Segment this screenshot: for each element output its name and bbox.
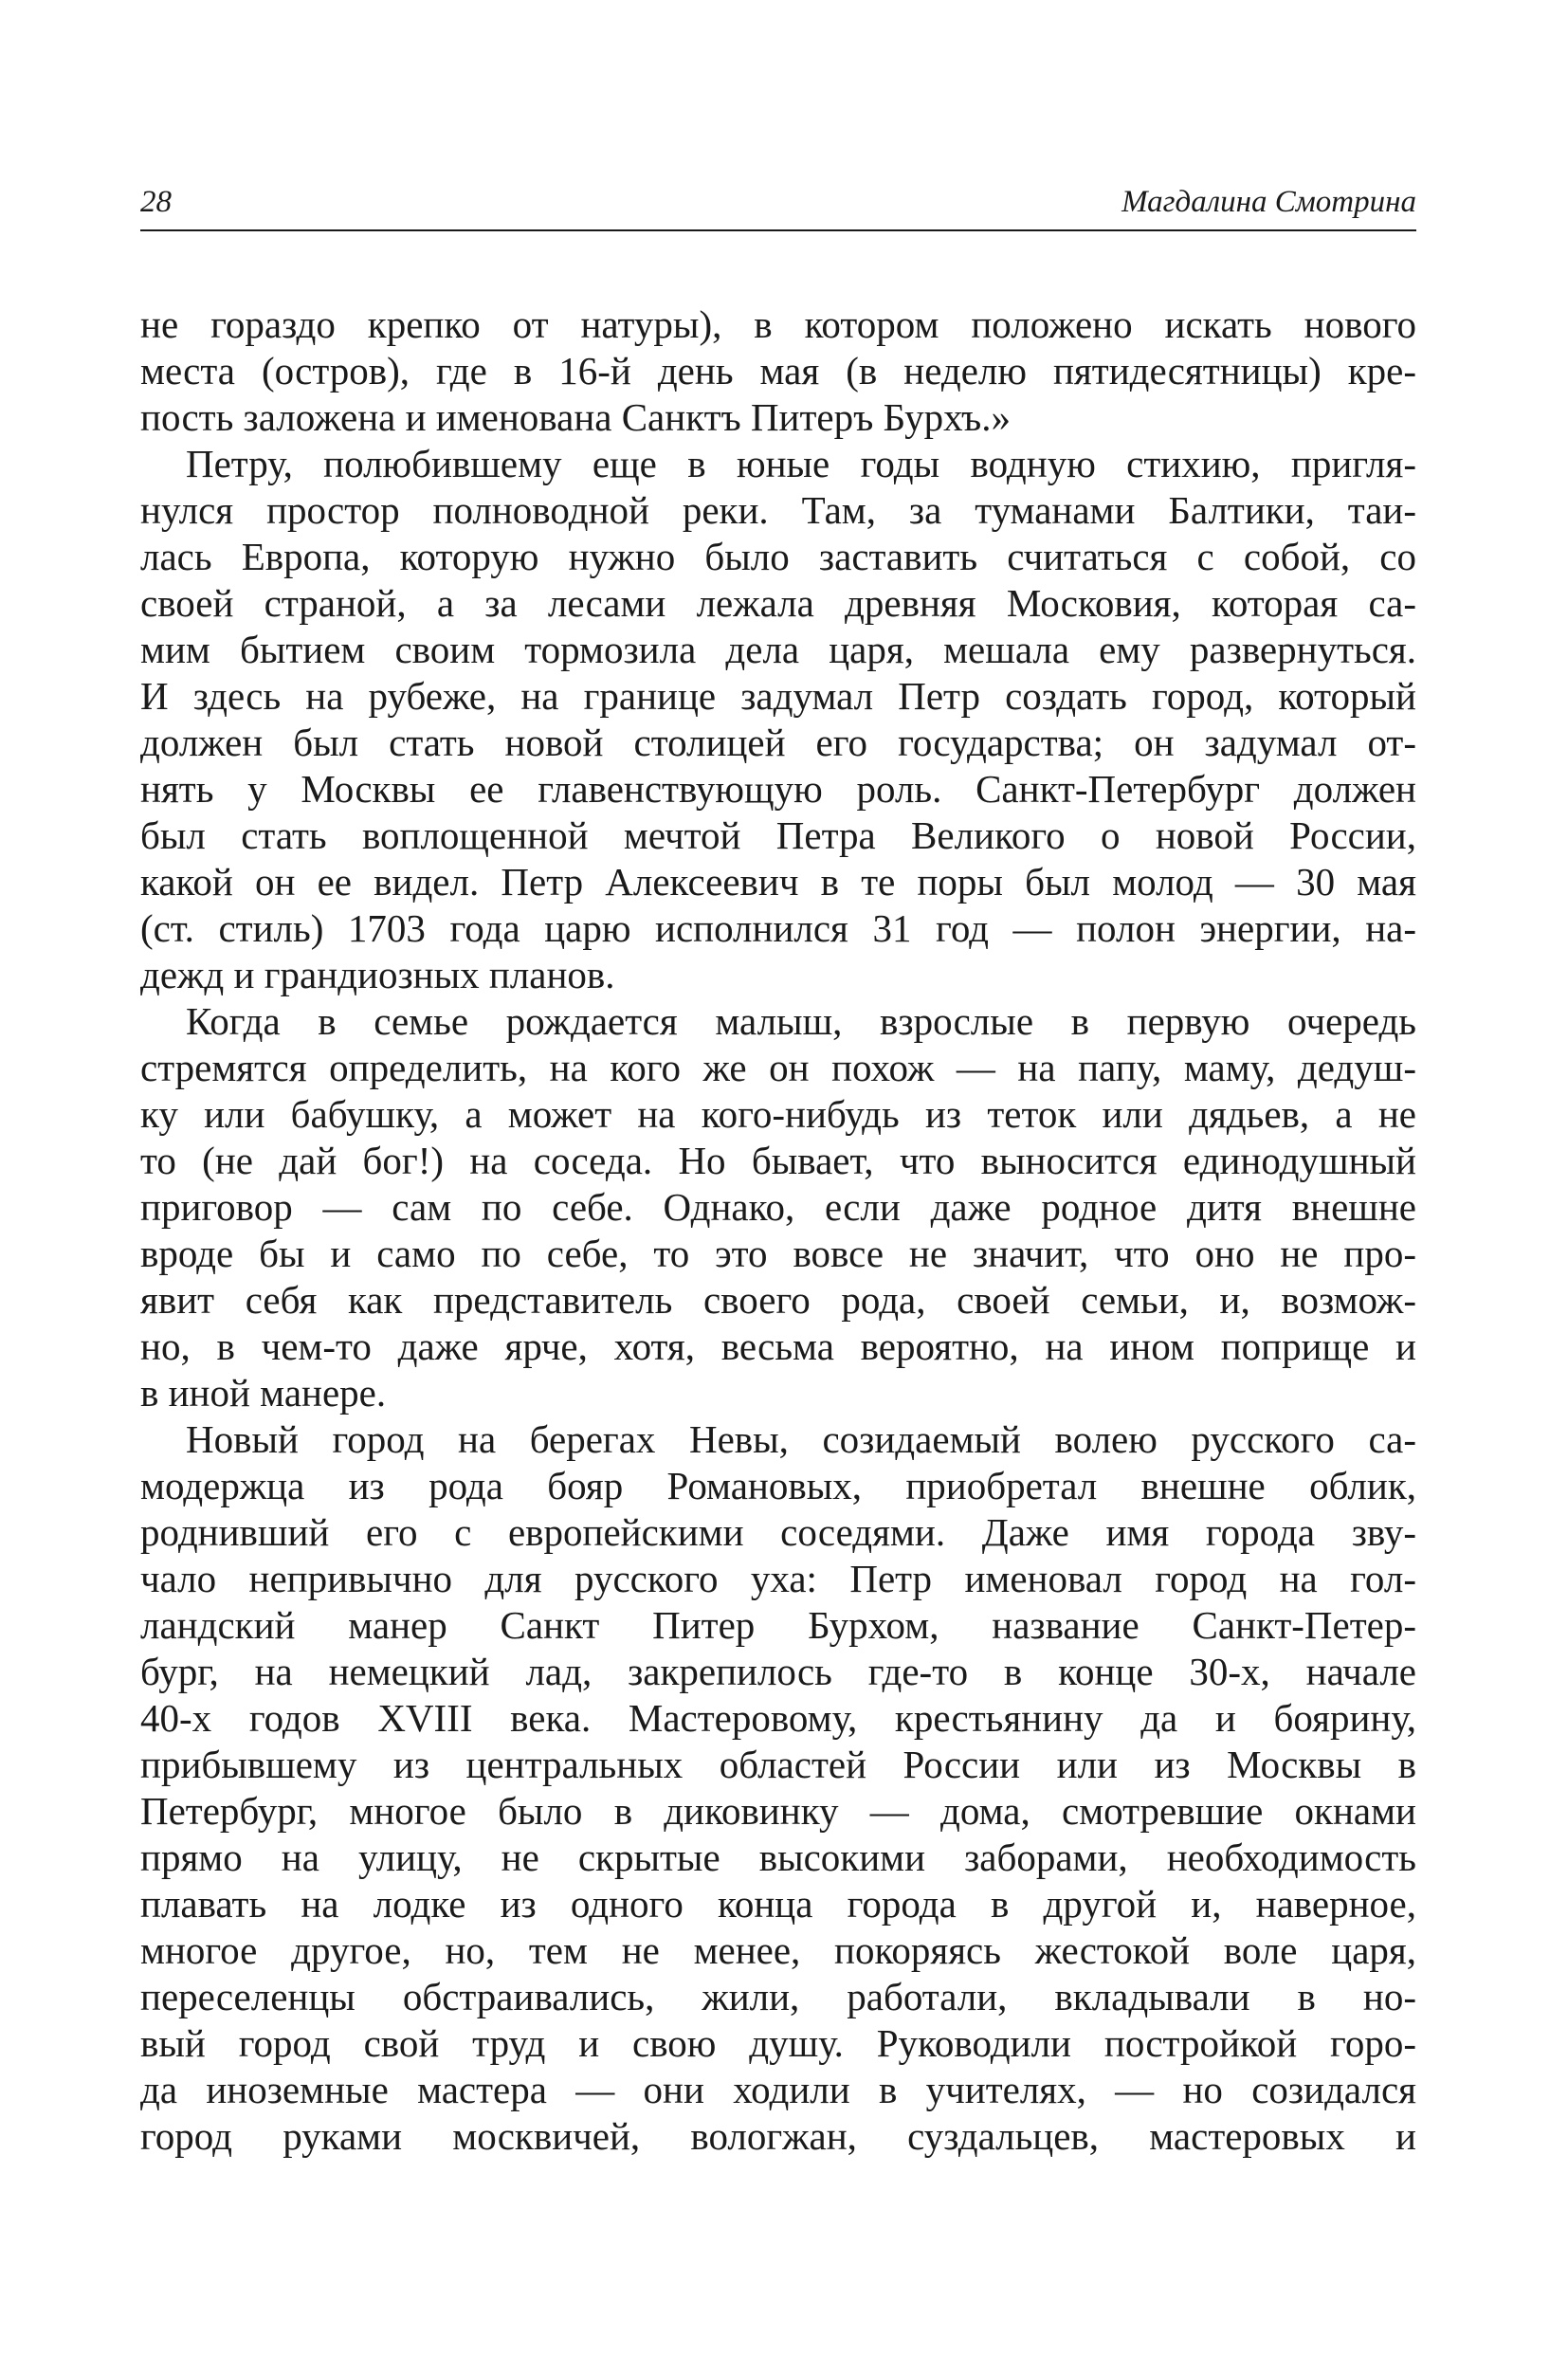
text-line: должен был стать новой столицей его государства; он задумал от-	[140, 721, 1416, 764]
text-line: Когда в семье рождается малыш, взрослые в первую очередь	[186, 999, 1416, 1043]
text-line: модержца из рода бояр Романовых, приобретал внешне облик,	[140, 1464, 1416, 1507]
text-line: нулся простор полноводной реки. Там, за туманами Балтики, таи-	[140, 488, 1416, 532]
text-line: лась Европа, которую нужно было заставить считаться с собой, со	[140, 535, 1416, 578]
text-line: явит себя как представитель своего рода, своей семьи, и, возмож-	[140, 1278, 1416, 1322]
text-line: вроде бы и само по себе, то это вовсе не значит, что оно не про-	[140, 1232, 1416, 1275]
text-line: дежд и грандиозных планов.	[140, 953, 615, 996]
text-line: чало непривычно для русского уха: Петр именовал город на гол-	[140, 1557, 1416, 1600]
text-line: бург, на немецкий лад, закрепилось где-то в конце 30-х, начале	[140, 1650, 1416, 1693]
text-line: роднивший его с европейскими соседями. Даже имя города зву-	[140, 1510, 1416, 1554]
text-line: нять у Москвы ее главенствующую роль. Санкт-Петербург должен	[140, 767, 1416, 811]
paragraph	[140, 998, 1416, 1416]
text-line: вый город свой труд и свою душу. Руководили постройкой горо-	[140, 2021, 1416, 2065]
text-line: И здесь на рубеже, на границе задумал Петр создать город, который	[140, 674, 1416, 718]
text-line: многое другое, но, тем не менее, покоряясь жестокой воле царя,	[140, 1928, 1416, 1972]
text-line: Петербург, многое было в диковинку — дома, смотревшие окнами	[140, 1789, 1416, 1833]
text-line: приговор — сам по себе. Однако, если даже родное дитя внешне	[140, 1185, 1416, 1229]
text-line: Новый город на берегах Невы, созидаемый волею русского са-	[186, 1417, 1416, 1461]
text-line: но, в чем-то даже ярче, хотя, весьма вероятно, на ином поприще и	[140, 1324, 1416, 1368]
paragraph	[140, 1416, 1416, 2160]
text-line: прямо на улицу, не скрытые высокими заборами, необходимость	[140, 1835, 1416, 1879]
text-line: не гораздо крепко от натуры), в котором положено искать нового	[140, 302, 1416, 346]
text-line: город руками москвичей, вологжан, суздальцев, мастеровых и	[140, 2114, 1416, 2158]
text-line: какой он ее видел. Петр Алексеевич в те поры был молод — 30 мая	[140, 860, 1416, 904]
text-line: Петру, полюбившему еще в юные годы водную стихию, пригля-	[186, 442, 1416, 485]
text-line: места (остров), где в 16-й день мая (в неделю пятидесятницы) кре-	[140, 349, 1416, 393]
text-line: ку или бабушку, а может на кого-нибудь из теток или дядьев, а не	[140, 1092, 1416, 1136]
page-header	[140, 173, 1416, 231]
running-head-author: Магдалина Смотрина	[1121, 185, 1416, 219]
text-line: ландский манер Санкт Питер Бурхом, название Санкт-Петер-	[140, 1603, 1416, 1647]
text-line: переселенцы обстраивались, жили, работали, вкладывали в но-	[140, 1975, 1416, 2018]
text-line: прибывшему из центральных областей России или из Москвы в	[140, 1743, 1416, 1786]
text-line: да иноземные мастера — они ходили в учителях, — но созидался	[140, 2068, 1416, 2111]
text-line: то (не дай бог!) на соседа. Но бывает, что выносится единодушный	[140, 1139, 1416, 1182]
paragraph	[140, 301, 1416, 441]
text-line: пость заложена и именована Санктъ Питеръ Бурхъ.»	[140, 395, 1011, 439]
text-line: был стать воплощенной мечтой Петра Великого о новой России,	[140, 813, 1416, 857]
text-line: своей страной, а за лесами лежала древняя Московия, которая са-	[140, 581, 1416, 625]
body-text	[140, 301, 1416, 2160]
text-line: в иной манере.	[140, 1371, 387, 1415]
page-number: 28	[140, 185, 172, 219]
text-line: мим бытием своим тормозила дела царя, мешала ему развернуться.	[140, 628, 1416, 671]
text-line: 40-х годов XVIII века. Мастеровому, крестьянину да и боярину,	[140, 1696, 1416, 1740]
paragraph	[140, 441, 1416, 998]
text-line: стремятся определить, на кого же он похож — на папу, маму, дедуш-	[140, 1046, 1416, 1089]
text-line: плавать на лодке из одного конца города в другой и, наверное,	[140, 1882, 1416, 1926]
text-line: (ст. стиль) 1703 года царю исполнился 31 год — полон энергии, на-	[140, 906, 1416, 950]
